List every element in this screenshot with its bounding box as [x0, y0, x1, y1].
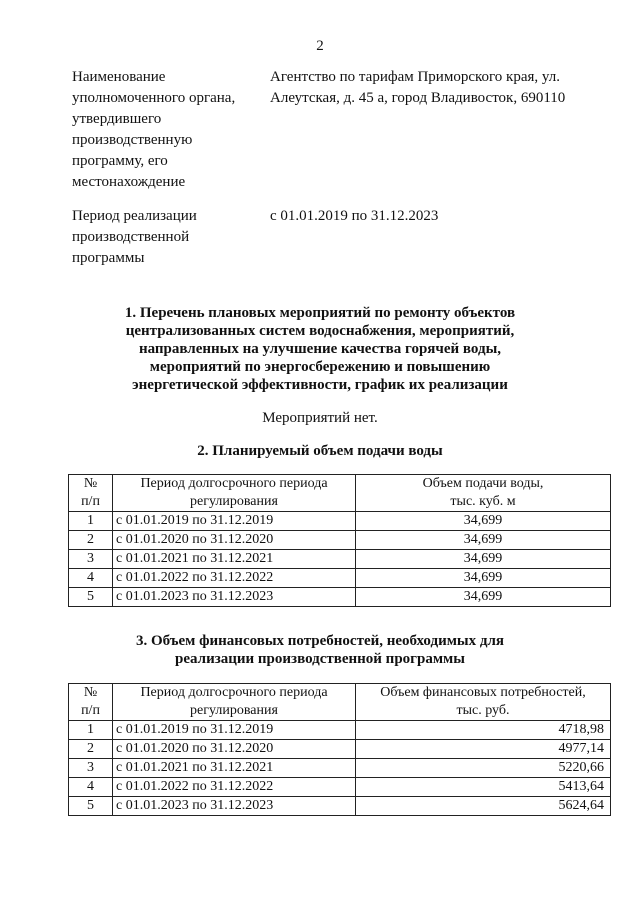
row-value: 4977,14 [356, 740, 611, 759]
info-authority-value: Агентство по тарифам Приморского края, ул. Алеутская, д. 45 а, город Владивосток, 690110 [270, 69, 566, 106]
row-value: 34,699 [356, 512, 611, 531]
row-num: 5 [69, 588, 113, 607]
row-num: 5 [69, 797, 113, 816]
table-header-row [69, 684, 611, 721]
row-value: 34,699 [356, 531, 611, 550]
table-row [69, 588, 611, 607]
row-num: 3 [69, 759, 113, 778]
table-row [69, 740, 611, 759]
row-value: 34,699 [356, 569, 611, 588]
table-row [69, 531, 611, 550]
header-num-line: п/п [81, 703, 100, 718]
row-period: с 01.01.2020 по 31.12.2020 [113, 740, 356, 759]
row-value: 4718,98 [356, 721, 611, 740]
header-value-line: Объем подачи воды, [422, 476, 544, 491]
section-1-title-line: централизованных систем водоснабжения, мероприятий, [125, 323, 515, 339]
header-num-line: № [83, 476, 98, 491]
section-1-title-line: 1. Перечень плановых мероприятий по ремонту объектов [124, 305, 516, 321]
row-value: 5220,66 [356, 759, 611, 778]
section-1-title-line: энергетической эффективности, график их реализации [132, 377, 508, 393]
row-num: 2 [69, 531, 113, 550]
section-1-title-line: направленных на улучшение качества горячей воды, [138, 341, 502, 357]
info-period-value: с 01.01.2019 по 31.12.2023 [270, 208, 439, 224]
row-period: с 01.01.2023 по 31.12.2023 [113, 588, 356, 607]
row-value: 34,699 [356, 588, 611, 607]
header-value [356, 475, 611, 512]
table-row [69, 512, 611, 531]
row-period: с 01.01.2020 по 31.12.2020 [113, 531, 356, 550]
section-1-title [0, 304, 640, 394]
table-row [69, 759, 611, 778]
row-period: с 01.01.2019 по 31.12.2019 [113, 512, 356, 531]
no-events-note: Мероприятий нет. [262, 410, 378, 426]
header-period-line: Период долгосрочного периода [140, 476, 328, 491]
row-value: 34,699 [356, 550, 611, 569]
page-number: 2 [316, 38, 324, 54]
financial-needs-table [68, 683, 611, 816]
header-value [356, 684, 611, 721]
header-value-line: Объем финансовых потребностей, [380, 685, 586, 700]
header-num [69, 475, 113, 512]
header-value-line: тыс. руб. [456, 703, 510, 718]
row-period: с 01.01.2021 по 31.12.2021 [113, 550, 356, 569]
section-3-title-line: 3. Объем финансовых потребностей, необходимых для [135, 633, 505, 649]
header-value-line: тыс. куб. м [450, 494, 516, 509]
section-2-title: 2. Планируемый объем подачи воды [197, 443, 443, 459]
row-period: с 01.01.2019 по 31.12.2019 [113, 721, 356, 740]
water-supply-table [68, 474, 611, 607]
header-period-line: регулирования [190, 703, 278, 718]
header-period-line: Период долгосрочного периода [140, 685, 328, 700]
row-period: с 01.01.2022 по 31.12.2022 [113, 569, 356, 588]
table-header-row [69, 475, 611, 512]
row-value: 5624,64 [356, 797, 611, 816]
section-3-title [0, 632, 640, 668]
header-period-line: регулирования [190, 494, 278, 509]
row-period: с 01.01.2023 по 31.12.2023 [113, 797, 356, 816]
header-num-line: п/п [81, 494, 100, 509]
header-num-line: № [83, 685, 98, 700]
row-period: с 01.01.2021 по 31.12.2021 [113, 759, 356, 778]
table-row [69, 569, 611, 588]
header-period [113, 684, 356, 721]
row-num: 2 [69, 740, 113, 759]
info-authority-label: Наименование уполномоченного органа, утвердившего производственную программу, его местонахождение [72, 69, 236, 190]
table-row [69, 721, 611, 740]
table-row [69, 550, 611, 569]
row-num: 1 [69, 721, 113, 740]
row-period: с 01.01.2022 по 31.12.2022 [113, 778, 356, 797]
row-num: 3 [69, 550, 113, 569]
section-1-title-line: мероприятий по энергосбережению и повышению [149, 359, 491, 375]
header-period [113, 475, 356, 512]
row-num: 4 [69, 778, 113, 797]
row-num: 1 [69, 512, 113, 531]
header-num [69, 684, 113, 721]
table-row [69, 797, 611, 816]
row-value: 5413,64 [356, 778, 611, 797]
section-3-title-line: реализации производственной программы [175, 651, 465, 667]
table-row [69, 778, 611, 797]
info-period-label: Период реализации производственной программы [72, 208, 197, 266]
row-num: 4 [69, 569, 113, 588]
